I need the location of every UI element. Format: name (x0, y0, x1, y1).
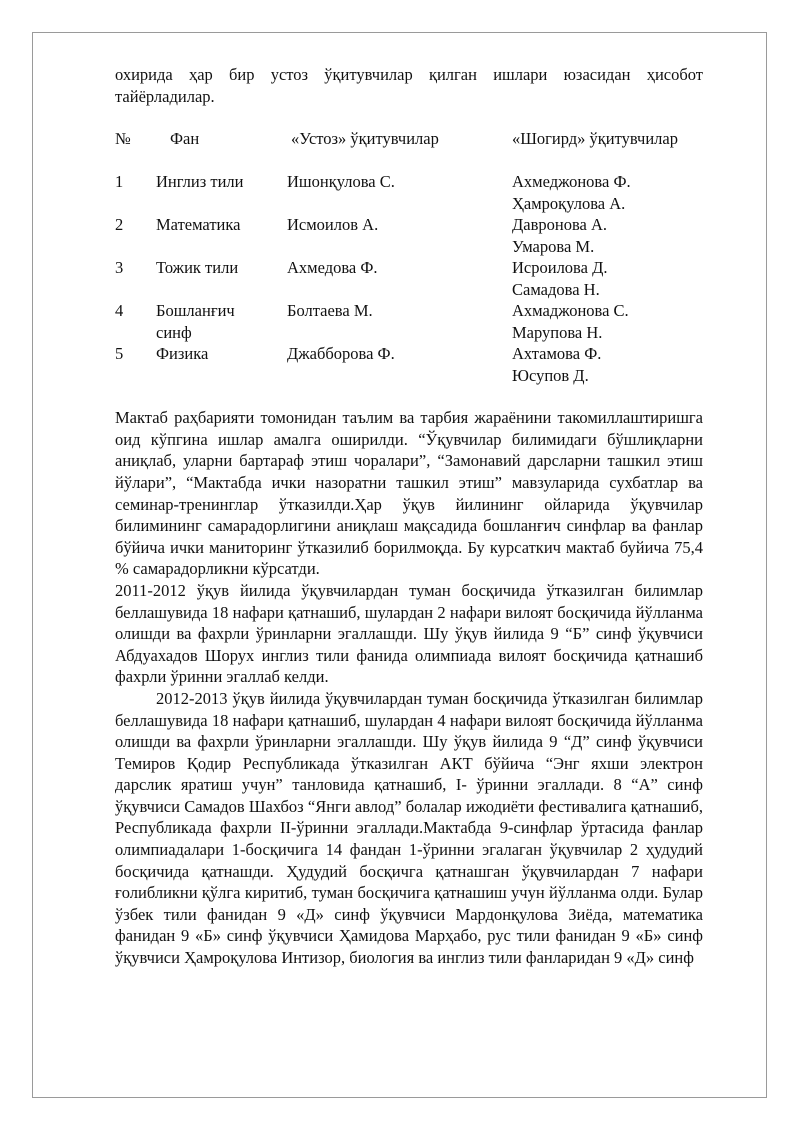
row-student-1: Ахмеджонова Ф. (512, 172, 631, 192)
row-student-2: Самадова Н. (512, 279, 600, 299)
header-teacher: «Устоз» ўқитувчилар (291, 129, 439, 149)
row-student-1: Ахтамова Ф. (512, 344, 602, 364)
row-teacher: Исмоилов А. (287, 215, 379, 235)
row-student-2: Марупова Н. (512, 322, 603, 342)
table-row (115, 214, 703, 257)
row-number: 2 (115, 215, 124, 235)
header-number: № (115, 129, 131, 149)
row-teacher: Джабборова Ф. (287, 344, 395, 364)
row-student-1: Давронова А. (512, 215, 608, 235)
table-row (115, 257, 703, 300)
row-subject: Математика (156, 215, 241, 235)
row-subject: Инглиз тили (156, 172, 244, 192)
body-paragraph: 2011-2012 ўқув йилида ўқувчилардан туман босқичида ўтказилган билимлар беллашувида 18 нафари қатнашиб, шулардан 2 нафари вилоят босқичида йўлланма олишди ва фахрли ўринларни эгаллашди. Шу ўқув йилида 9 “Б” синф ўқувчиси Абдуахадов Шорух инглиз тили фанида олимпиада вилоят босқичида қатнашиб фахрли ўринни эгаллаб келди. (115, 580, 703, 687)
row-student-2: Юсупов Д. (512, 365, 589, 385)
row-student-2: Ҳамроқулова А. (512, 193, 626, 213)
row-student-1: Ахмаджонова С. (512, 301, 629, 321)
row-subject-line-2: синф (156, 322, 192, 342)
row-student-2: Умарова М. (512, 236, 595, 256)
intro-paragraph: охирида ҳар бир устоз ўқитувчилар қилган ишлари юзасидан ҳисобот тайёрладилар. (115, 65, 703, 106)
document-body (115, 64, 703, 969)
row-teacher: Ахмедова Ф. (287, 258, 378, 278)
body-paragraph: Мактаб раҳбарияти томонидан таълим ва тарбия жараёнини такомиллаштиришга оид кўпгина ишлар амалга оширилди. “Ўқувчилар билимидаги бўшлиқларни аниқлаб, уларни бартараф этиш чоралари”, “Замонавий дарсларни ташкил этиш йўлари”, “Мактабда ички назоратни ташкил этиш” мавзуларида сухбатлар ва семинар-тренинглар ўтказилди.Ҳар ўқув йилининг ойларида ўқувчилар билимининг самарадорлигини аниқлаш мақсадида бошланғич синфлар ва фанлар бўйича ички маниторинг ўтказилиб борилмоқда. Бу курсаткич мактаб буйича 75,4 % самарадорликни кўрсатди. (115, 408, 703, 579)
row-number: 1 (115, 172, 124, 192)
row-number: 4 (115, 301, 124, 321)
header-students: «Шогирд» ўқитувчилар (512, 129, 678, 149)
body-paragraph: 2012-2013 ўқув йилида ўқувчилардан туман босқичида ўтказилган билимлар беллашувида 18 нафари қатнашиб, шулардан 4 нафари вилоят босқичида йўлланма олишди ва фахрли ўринларни эгаллашди. Шу ўқув йилида 9 “Д” синф ўқувчиси Темиров Қодир Республикада ўтказилган АКТ бўйича “Энг яхши электрон дарслик яратиш учун” танловида қатнашиб, I- ўринни эгаллади. 8 “А” синф ўқувчиси Самадов Шахбоз “Янги авлод” болалар ижодиёти фестивалига қатнашиб, Республикада фахрли II-ўринни эгаллади.Мактабда 9-синфлар ўртасида фанлар олимпиадалари 1-босқичига 14 фандан 1-ўринни эгалаган ўқувчилар 2 ҳудудий босқичида қатнашди. Ҳудудий босқичга қатнашган ўқувчилардан 7 нафари ғолибликни қўлга киритиб, туман босқичига қатнашиш учун йўлланма олди. Булар ўзбек тили фанидан 9 «Д» синф ўқувчиси Мардонқулова Зиёда, математика фанидан 9 «Б» синф ўқувчиси Ҳамидова Марҳабо, рус тили фанидан 9 «Б» синф ўқувчиси Ҳамроқулова Интизор, биология ва инглиз тили фанларидан 9 «Д» синф (115, 688, 703, 968)
row-subject: Физика (156, 344, 209, 364)
header-subject: Фан (170, 129, 200, 149)
row-number: 5 (115, 344, 124, 364)
row-number: 3 (115, 258, 124, 278)
row-teacher: Болтаева М. (287, 301, 373, 321)
table-row (115, 300, 703, 343)
row-subject: Бошланғич (156, 301, 235, 321)
table-row (115, 343, 703, 386)
row-subject: Тожик тили (156, 258, 239, 278)
table-row (115, 171, 703, 214)
table-header-row (115, 128, 703, 171)
row-teacher: Ишонқулова С. (287, 172, 395, 192)
mentor-table (115, 128, 703, 386)
row-student-1: Исроилова Д. (512, 258, 608, 278)
